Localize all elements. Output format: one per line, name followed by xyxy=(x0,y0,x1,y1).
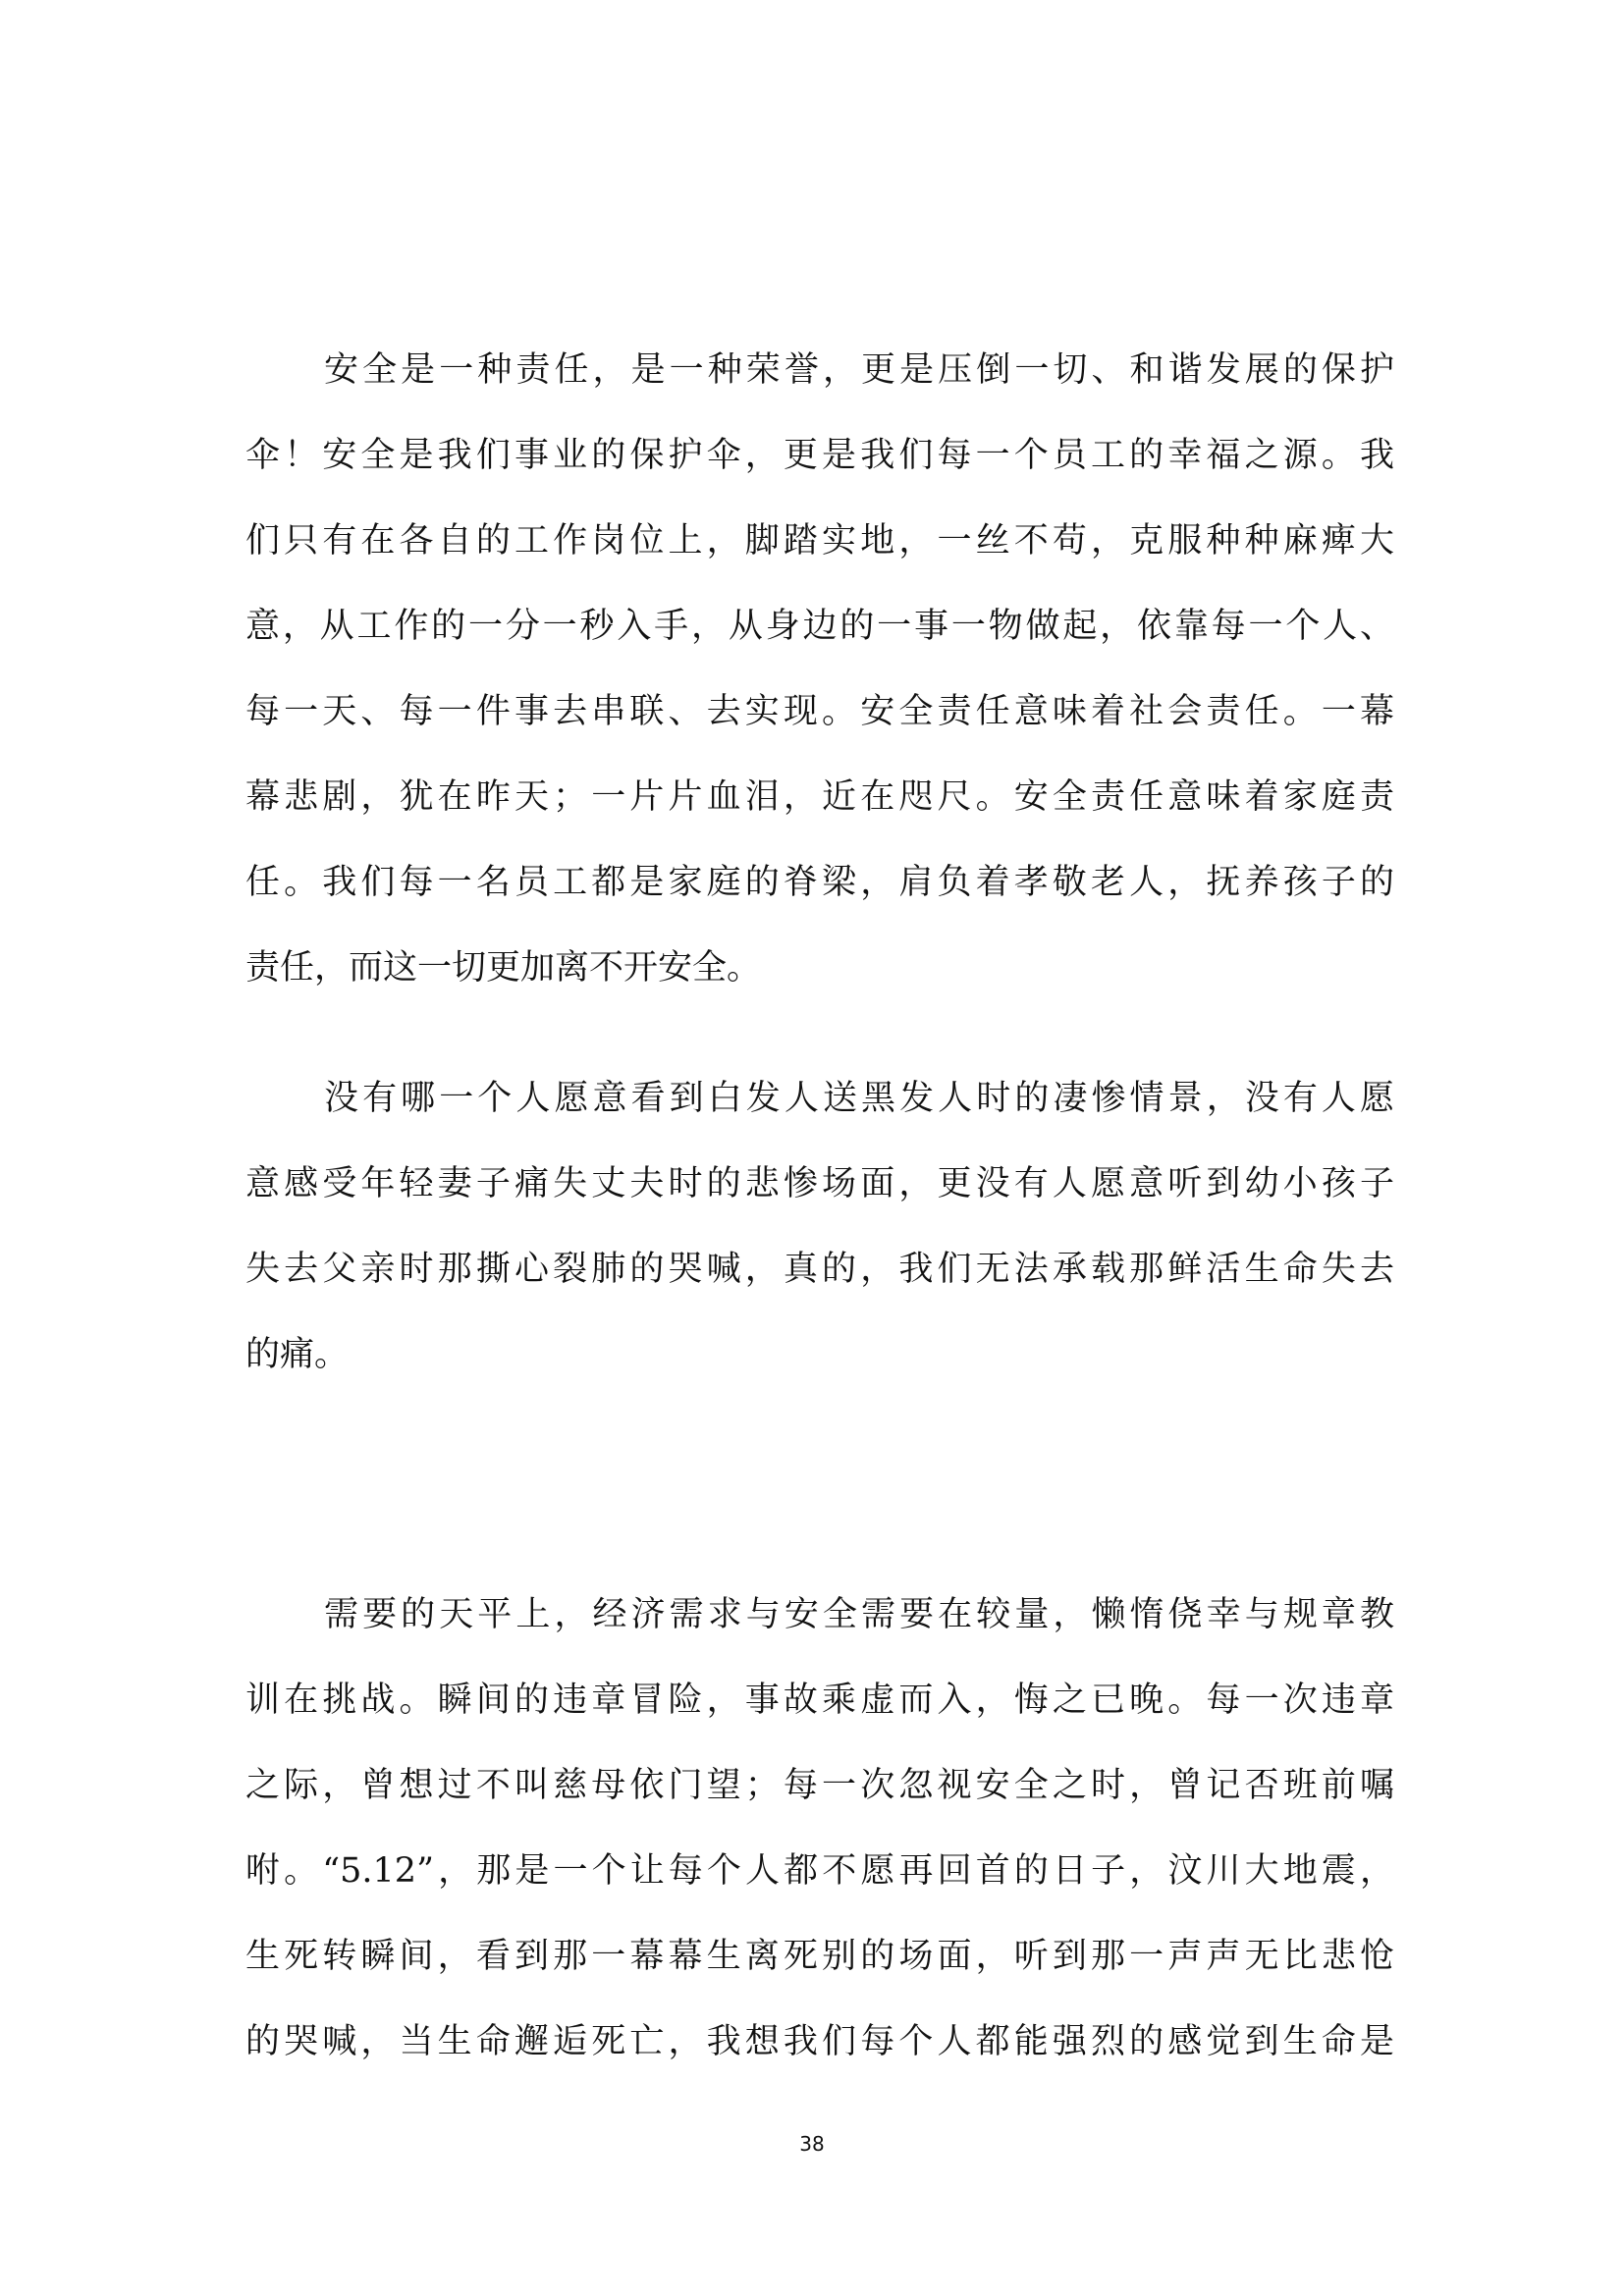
text-line: 的痛。 xyxy=(245,1335,350,1374)
text-line: 伞！安全是我们事业的保护伞，更是我们每一个员工的幸福之源。我 xyxy=(245,436,1394,475)
text-line: 们只有在各自的工作岗位上，脚踏实地，一丝不苟，克服种种麻痺大 xyxy=(245,521,1394,561)
text-line: 幕悲剧，犹在昨天；一片片血泪，近在咫尺。安全责任意味着家庭责 xyxy=(245,777,1394,817)
paragraph-1 xyxy=(245,328,1394,1011)
text-line: 责任，而这一切更加离不开安全。 xyxy=(245,948,762,988)
text-line: 意感受年轻妻子痛失丈夫时的悲惨场面，更没有人愿意听到幼小孩子 xyxy=(245,1164,1394,1203)
text-line: 意，从工作的一分一秒入手，从身边的一事一物做起，依靠每一个人、 xyxy=(245,607,1394,646)
text-line: 每一天、每一件事去串联、去实现。安全责任意味着社会责任。一幕 xyxy=(245,692,1394,731)
page-number: 38 xyxy=(799,2132,825,2156)
text-line: 安全是一种责任，是一种荣誉，更是压倒一切、和谐发展的保护 xyxy=(324,350,1394,390)
text-line: 训在挑战。瞬间的违章冒险，事故乘虚而入，悔之已晚。每一次违章 xyxy=(245,1681,1394,1720)
paragraph-2 xyxy=(245,1056,1394,1398)
text-line: 任。我们每一名员工都是家庭的脊梁，肩负着孝敬老人，抚养孩子的 xyxy=(245,863,1394,902)
text-line: 失去父亲时那撕心裂肺的哭喊，真的，我们无法承载那鲜活生命失去 xyxy=(245,1250,1394,1289)
text-line: 咐。“5.12”，那是一个让每个人都不愿再回首的日子，汶川大地震， xyxy=(245,1851,1394,1891)
paragraph-3 xyxy=(245,1573,1394,2085)
text-line: 的哭喊，当生命邂逅死亡，我想我们每个人都能强烈的感觉到生命是 xyxy=(245,2022,1394,2061)
text-line: 之际，曾想过不叫慈母依门望；每一次忽视安全之时，曾记否班前嘱 xyxy=(245,1766,1394,1805)
text-line: 需要的天平上，经济需求与安全需要在较量，懒惰侥幸与规章教 xyxy=(324,1595,1394,1634)
text-line: 没有哪一个人愿意看到白发人送黑发人时的凄惨情景，没有人愿 xyxy=(324,1079,1394,1118)
text-line: 生死转瞬间，看到那一幕幕生离死别的场面，听到那一声声无比悲怆 xyxy=(245,1937,1394,1976)
